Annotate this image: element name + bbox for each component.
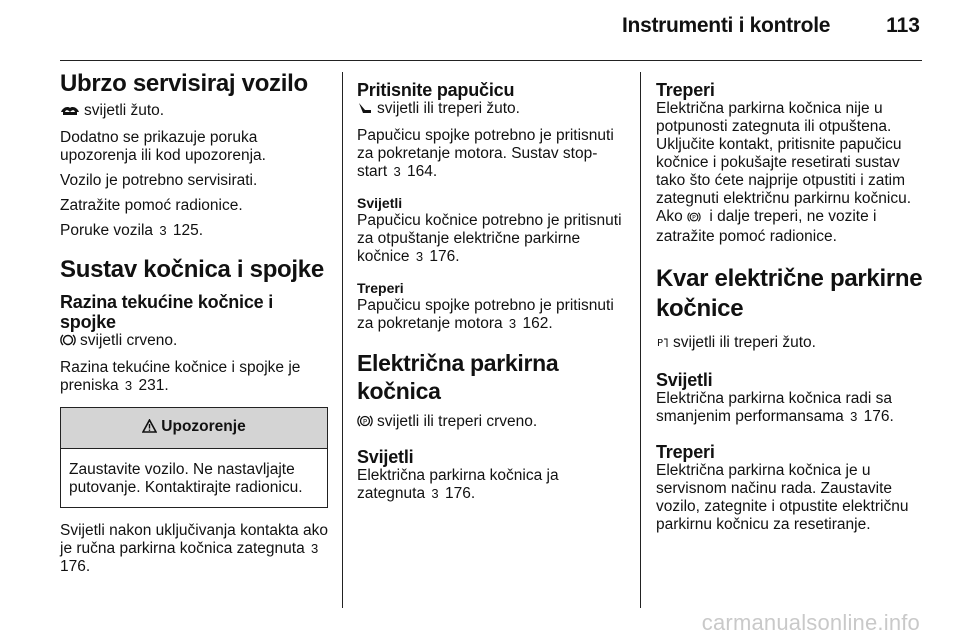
pedal-light-text: svijetli ili treperi žuto.	[377, 100, 520, 117]
paragraph-text: Papučicu spojke potrebno je pritisnuti za pokretanje motora	[357, 297, 614, 332]
paragraph-text: i dalje treperi, ne vozite i zatražite pomoć radionice.	[656, 208, 877, 245]
page-ref-link[interactable]: 162.	[522, 315, 553, 332]
column-divider-1	[342, 72, 343, 608]
epb-icon	[357, 414, 373, 433]
paragraph-clutch-start	[357, 297, 625, 333]
warning-triangle-icon	[142, 419, 157, 438]
paragraph: Zatražite pomoć radionice.	[60, 197, 243, 214]
section-title-press-pedal: Pritisnite papučicu	[357, 80, 515, 100]
page-ref-arrow-icon: 3	[431, 486, 439, 501]
column-divider-2	[640, 72, 641, 608]
brake-fluid-light-text: svijetli crveno.	[80, 332, 178, 349]
paragraph-vehicle-messages	[60, 222, 328, 240]
page-ref-link[interactable]: 176.	[429, 248, 460, 265]
subheading-treperi: Treperi	[656, 442, 715, 462]
svg-text:P: P	[657, 338, 664, 349]
paragraph: Vozilo je potrebno servisirati.	[60, 172, 258, 189]
subheading-treperi-top: Treperi	[656, 80, 715, 100]
page-ref-link[interactable]: 176.	[863, 408, 894, 425]
section-title-epb: Električna parkirna kočnica	[357, 350, 559, 404]
page-number: 113	[886, 14, 920, 37]
svg-text:P: P	[362, 418, 368, 426]
page-header	[622, 14, 920, 38]
subheading-treperi: Treperi	[357, 280, 404, 296]
paragraph-text: Razina tekućine kočnice i spojke je preniska	[60, 359, 301, 394]
warning-box	[60, 407, 328, 508]
paragraph-brake-pedal	[357, 212, 625, 266]
header-rule	[60, 60, 922, 61]
section-title-brake-clutch: Sustav kočnica i spojke	[60, 256, 324, 283]
page-ref-arrow-icon: 3	[393, 164, 401, 179]
page-ref-link[interactable]: 125.	[172, 222, 204, 239]
pedal-icon	[357, 101, 373, 120]
epb-icon	[687, 210, 701, 228]
paragraph-epb-applied	[357, 467, 625, 503]
paragraph-clutch	[357, 127, 625, 181]
subsection-title-fluid: Razina tekućine kočnice i spojke	[60, 292, 274, 332]
warning-header	[61, 408, 327, 449]
warning-heading: Upozorenje	[161, 418, 246, 435]
page-ref-link[interactable]: 176.	[444, 485, 476, 502]
paragraph-text: Električna parkirna kočnica ja zategnuta	[357, 467, 559, 502]
page-ref-arrow-icon: 3	[850, 409, 858, 424]
paragraph-reduced-performance	[656, 390, 924, 426]
brake-fluid-light-line	[60, 332, 328, 352]
column-2	[357, 70, 625, 510]
epb-fault-light-line	[656, 334, 924, 354]
watermark: carmanualsonline.info	[701, 610, 920, 635]
page-ref-link[interactable]: 231.	[138, 377, 169, 394]
brake-fluid-icon	[60, 333, 76, 352]
service-light-text: svijetli žuto.	[84, 102, 165, 119]
column-3	[656, 70, 924, 541]
service-wrench-icon	[60, 104, 80, 122]
page-ref-link[interactable]: 164.	[407, 163, 438, 180]
section-title-service: Ubrzo servisiraj vozilo	[60, 70, 308, 97]
epb-light-text: svijetli ili treperi crveno.	[377, 413, 538, 430]
subheading-svijetli: Svijetli	[357, 195, 403, 211]
column-1	[60, 70, 328, 583]
paragraph: Dodatno se prikazuje poruka upozorenja ili kod upozorenja.	[60, 129, 266, 164]
page-ref-arrow-icon: 3	[159, 223, 167, 238]
page-ref-arrow-icon: 3	[311, 541, 319, 556]
warning-body: Zaustavite vozilo. Ne nastavljajte putovanje. Kontaktirajte radionicu.	[69, 461, 303, 496]
pedal-light-line	[357, 100, 625, 120]
paragraph-text: Papučicu spojke potrebno je pritisnuti za pokretanje motora. Sustav stop-start	[357, 127, 614, 180]
subheading-svijetli-2: Svijetli	[357, 447, 414, 467]
paragraph-text: Poruke vozila	[60, 222, 154, 239]
epb-light-line	[357, 413, 625, 433]
section-title-epb-fault: Kvar električne parkirne kočnice	[656, 265, 923, 322]
subheading-svijetli: Svijetli	[656, 370, 713, 390]
page-ref-link[interactable]: 176.	[60, 558, 91, 575]
paragraph-service-mode: Električna parkirna kočnica je u servisnom načinu rada. Zaustavite vozilo, zategnite i otpustite električnu parkirnu kočnicu za resetiranje.	[656, 462, 909, 533]
epb-fault-light-text: svijetli ili treperi žuto.	[673, 334, 816, 351]
paragraph-text: Papučicu kočnice potrebno je pritisnuti za otpuštanje električne parkirne kočnice	[357, 212, 622, 265]
header-title: Instrumenti i kontrole	[622, 14, 831, 37]
epb-fault-icon	[656, 335, 669, 354]
page-ref-arrow-icon: 3	[415, 249, 424, 264]
paragraph-text: Električna parkirna kočnica radi sa smanjenim performansama	[656, 390, 893, 425]
paragraph-ignition	[60, 522, 328, 576]
service-light-line	[60, 102, 328, 122]
paragraph-text: Svijetli nakon uključivanja kontakta ako je ručna parkirna kočnica zategnuta	[60, 522, 328, 557]
paragraph-text: Električna parkirna kočnica nije u potpunosti zategnuta ili otpuštena. Uključite kontakt, pritisnite papučicu kočnice i pokušajte resetirati sustav tako što ćete najprije otpustiti i zatim zategnuti električnu parkirnu kočnicu. Ako	[656, 100, 912, 225]
paragraph-fluid-level	[60, 359, 328, 395]
page-ref-arrow-icon: 3	[508, 316, 517, 331]
svg-text:P: P	[692, 214, 696, 222]
page-ref-arrow-icon: 3	[124, 378, 133, 393]
paragraph-epb-not-applied	[656, 100, 924, 246]
